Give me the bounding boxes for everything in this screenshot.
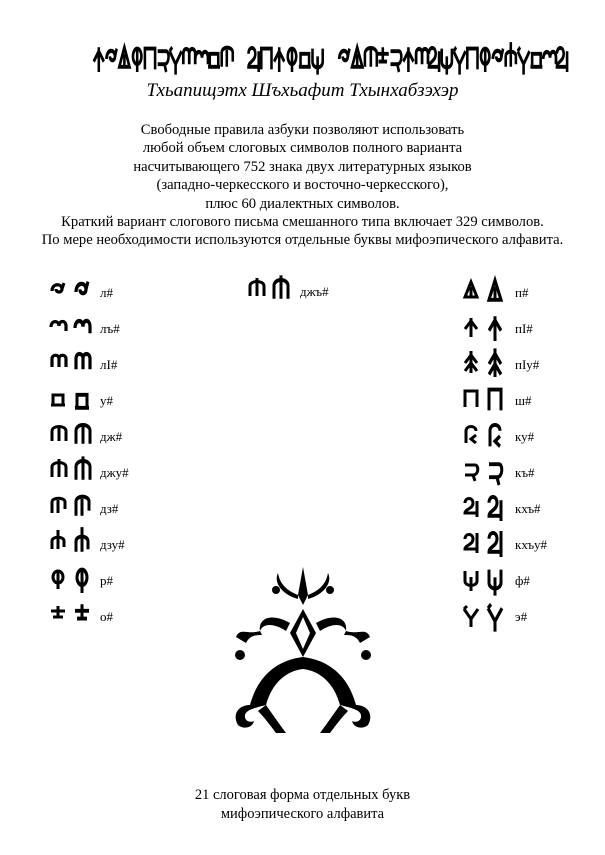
- syllable-label: ш#: [515, 393, 532, 408]
- intro-line: любой объем слоговых символов полного варианта: [142, 140, 463, 157]
- left-column-row: [50, 565, 160, 599]
- syllable-glyph: [50, 457, 94, 491]
- syllable-glyph: [463, 277, 507, 311]
- intro-line: плюс 60 диалектных символов.: [205, 195, 400, 212]
- syllable-glyph: [50, 349, 94, 383]
- left-column-row: [50, 421, 160, 455]
- syllable-label: о#: [100, 609, 113, 624]
- ornament-caption: [0, 786, 605, 824]
- syllable-label: дзу#: [100, 537, 125, 552]
- right-column-row: [463, 313, 575, 347]
- page-subtitle: Тхьапищэтх Шъхьафит Тхынхабзэхэр: [146, 80, 459, 101]
- intro-line: (западно-черкесского и восточно-черкесского),: [156, 177, 449, 194]
- right-column-row: [463, 349, 575, 383]
- mythoepic-script-title: [0, 38, 605, 78]
- syllable-label: джу#: [100, 465, 129, 480]
- syllable-label: лI#: [100, 357, 118, 372]
- syllable-glyph: [50, 529, 94, 563]
- right-column-row: [463, 385, 575, 419]
- syllable-label: п#: [515, 285, 529, 300]
- syllable-glyph: [463, 601, 507, 635]
- syllable-glyph: [463, 313, 507, 347]
- syllable-glyph: [463, 457, 507, 491]
- syllable-label: къ#: [515, 465, 535, 480]
- ornament-emblem: [228, 565, 378, 735]
- caption-line: 21 слоговая форма отдельных букв: [194, 787, 411, 803]
- syllable-label: дж#: [100, 429, 123, 444]
- syllable-label: ф#: [515, 573, 530, 588]
- syllable-glyph: [463, 385, 507, 419]
- left-column-row: [50, 349, 160, 383]
- intro-line: Свободные правила азбуки позволяют использовать: [140, 122, 465, 138]
- syllable-label: пIу#: [515, 357, 540, 372]
- intro-line: По мере необходимости используются отдельные буквы мифоэпического алфавита.: [41, 232, 564, 249]
- left-column-row: [50, 385, 160, 419]
- syllable-label: лъ#: [100, 321, 120, 336]
- syllable-glyph: [50, 421, 94, 455]
- syllable-label: л#: [100, 285, 113, 300]
- intro-paragraph: [0, 121, 605, 250]
- left-column-row: [50, 529, 160, 563]
- left-column-row: [50, 493, 160, 527]
- syllable-label: джъ#: [300, 284, 329, 299]
- syllable-glyph: [463, 529, 507, 563]
- right-column-row: [463, 421, 575, 455]
- syllable-glyph: [50, 313, 94, 347]
- syllable-label: дз#: [100, 501, 119, 516]
- syllable-glyph: [248, 276, 292, 310]
- syllable-label: р#: [100, 573, 113, 588]
- left-column-row: [50, 277, 160, 311]
- right-column-row: [463, 529, 575, 563]
- syllable-glyph: [463, 493, 507, 527]
- right-column-row: [463, 457, 575, 491]
- syllable-label: у#: [100, 393, 113, 408]
- syllable-label: ку#: [515, 429, 535, 444]
- right-column-row: [463, 565, 575, 599]
- syllable-glyph: [50, 385, 94, 419]
- intro-line: Краткий вариант слогового письма смешанного типа включает 329 символов.: [61, 214, 544, 231]
- syllable-label: пI#: [515, 321, 533, 336]
- left-column-row: [50, 457, 160, 491]
- left-column-row: [50, 313, 160, 347]
- middle-column-row: [248, 276, 360, 310]
- caption-line: мифоэпического алфавита: [220, 806, 385, 822]
- intro-line: насчитывающего 752 знака двух литературных языков: [133, 158, 472, 175]
- syllable-label: э#: [515, 609, 528, 624]
- syllable-glyph: [463, 565, 507, 599]
- right-column-row: [463, 601, 575, 635]
- syllable-label: кхъ#: [515, 501, 541, 516]
- syllable-glyph: [50, 601, 94, 635]
- syllable-glyph: [50, 565, 94, 599]
- left-column-row: [50, 601, 160, 635]
- syllable-glyph: [50, 493, 94, 527]
- right-column-row: [463, 277, 575, 311]
- syllable-glyph: [463, 421, 507, 455]
- syllable-glyph: [50, 277, 94, 311]
- right-column-row: [463, 493, 575, 527]
- syllable-label: кхъу#: [515, 537, 548, 552]
- syllable-glyph: [463, 349, 507, 383]
